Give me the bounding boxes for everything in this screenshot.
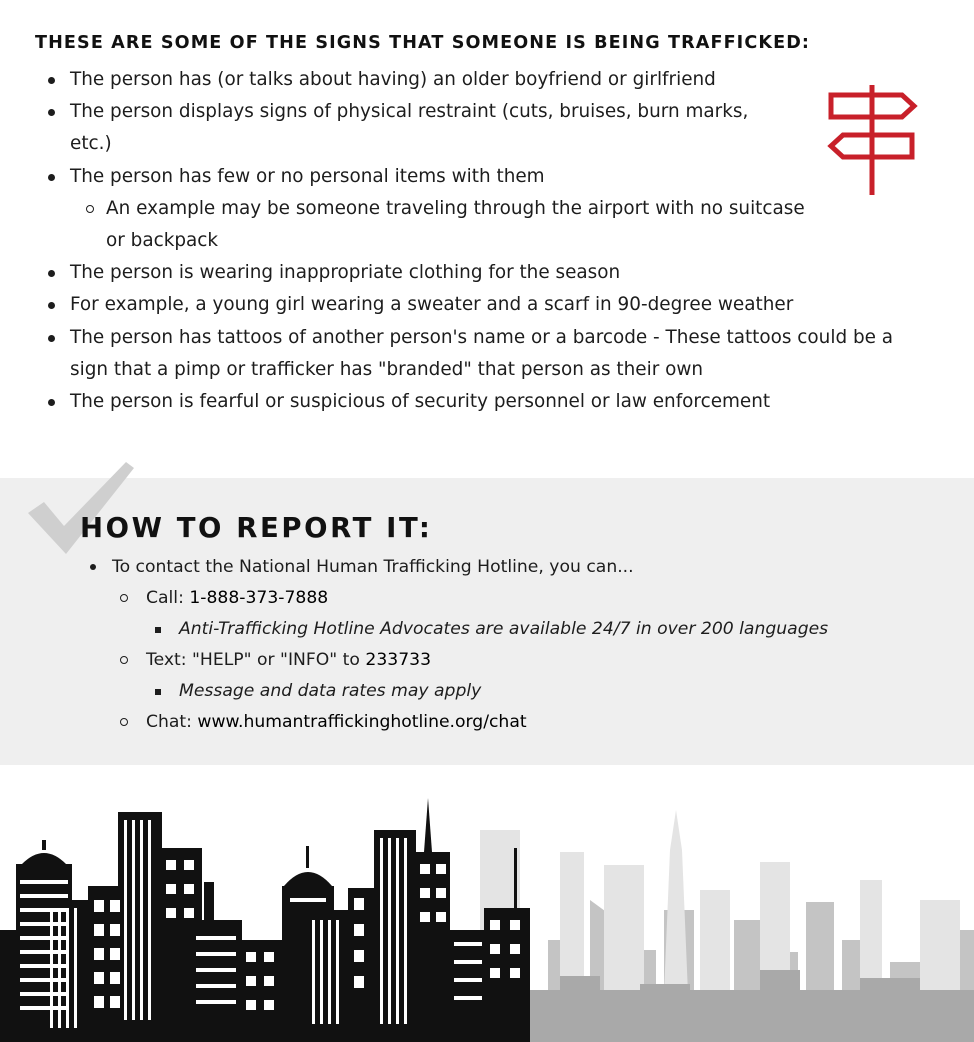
city-skyline (0, 790, 974, 1042)
call-item (112, 583, 962, 614)
report-heading: HOW TO REPORT IT: (80, 512, 433, 544)
list-item-text: For example, a young girl wearing a sweater and a scarf in 90-degree weather (70, 294, 794, 316)
sub-list (70, 193, 806, 257)
list-item (70, 289, 910, 321)
signpost-icon (826, 82, 918, 198)
list-item-text: The person has few or no personal items with them (70, 165, 545, 187)
chat-link[interactable]: www.humantraffickinghotline.org/chat (197, 712, 527, 732)
list-item-text: The person has tattoos of another person's name or a barcode - These tattoos could be a sign that a pimp or trafficker has "branded" that person as their own (70, 326, 894, 380)
call-number[interactable]: 1-888-373-7888 (189, 588, 329, 608)
text-label: Text: "HELP" or "INFO" to (146, 650, 366, 670)
report-list (112, 552, 962, 738)
call-note: Anti-Trafficking Hotline Advocates are available 24/7 in over 200 languages (112, 614, 962, 645)
list-item (70, 322, 910, 386)
list-item-text: The person is fearful or suspicious of security personnel or law enforcement (70, 391, 771, 413)
report-intro: To contact the National Human Trafficking Hotline, you can... (112, 552, 962, 583)
signs-section (0, 0, 974, 478)
signs-heading: THESE ARE SOME OF THE SIGNS THAT SOMEONE IS BEING TRAFFICKED: (35, 33, 811, 53)
text-note: Message and data rates may apply (112, 676, 962, 707)
list-item-text: The person is wearing inappropriate clothing for the season (70, 262, 621, 284)
call-label: Call: (146, 588, 190, 608)
signs-list (70, 64, 910, 418)
report-section (0, 478, 974, 765)
list-item (70, 161, 910, 258)
list-item (70, 64, 910, 96)
text-number[interactable]: 233733 (365, 650, 432, 670)
sub-list-item: An example may be someone traveling through the airport with no suitcase or backpack (106, 193, 806, 257)
list-item (70, 257, 910, 289)
text-item (112, 645, 962, 676)
list-item-text: The person has (or talks about having) an older boyfriend or girlfriend (70, 69, 716, 90)
chat-item (112, 707, 962, 738)
list-item (70, 96, 770, 160)
list-item-text: The person displays signs of physical restraint (cuts, bruises, burn marks, etc.) (70, 101, 749, 155)
list-item (70, 386, 910, 418)
chat-label: Chat: (146, 712, 198, 732)
